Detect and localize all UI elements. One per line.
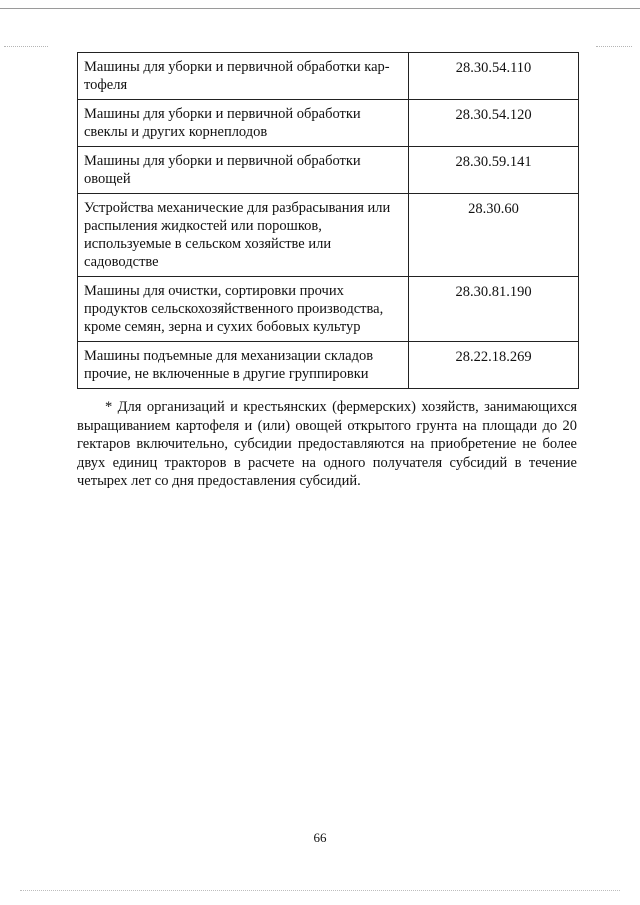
scan-artifact-bottom xyxy=(20,890,620,893)
footnote-text: * Для организаций и крестьянских (фермерских) хозяйств, занимающихся выращиванием картофеля и (или) овощей открытого грунта на площади до 20 гектаров включительно, субсидии предоставляются на приобретение не более двух единиц тракторов в расчете на одного получателя субсидий в течение четырех лет со дня предоставления субсидий. xyxy=(77,399,577,490)
okpd-code-cell: 28.30.60 xyxy=(409,194,579,277)
equipment-code-table xyxy=(77,52,579,389)
scan-artifact-right xyxy=(596,46,632,49)
table-row xyxy=(78,147,579,194)
table-row xyxy=(78,277,579,342)
table-row xyxy=(78,53,579,100)
okpd-code-cell: 28.30.59.141 xyxy=(409,147,579,194)
table-row xyxy=(78,100,579,147)
okpd-code-cell: 28.30.54.120 xyxy=(409,100,579,147)
okpd-code-cell: 28.30.54.110 xyxy=(409,53,579,100)
equipment-name-cell: Машины для уборки и первичной обработки овощей xyxy=(78,147,409,194)
okpd-code-cell: 28.22.18.269 xyxy=(409,342,579,389)
okpd-code-cell: 28.30.81.190 xyxy=(409,277,579,342)
scan-artifact-left xyxy=(4,46,48,49)
equipment-name-cell: Машины подъемные для механизации складов прочие, не включенные в другие группировки xyxy=(78,342,409,389)
table-row xyxy=(78,194,579,277)
table-row xyxy=(78,342,579,389)
page-top-rule xyxy=(0,8,640,9)
page-number: 66 xyxy=(313,830,327,845)
equipment-name-cell: Машины для очистки, сортировки прочих продуктов сельскохозяйственного производства, кроме семян, зерна и сухих бобовых культур xyxy=(78,277,409,342)
equipment-name-cell: Устройства механические для разбрасывания или распыления жидкостей или порошков, используемые в сельском хозяйстве или садоводстве xyxy=(78,194,409,277)
subsidy-footnote xyxy=(77,398,577,491)
equipment-name-cell: Машины для уборки и первичной обработки свеклы и других корнеплодов xyxy=(78,100,409,147)
equipment-name-cell: Машины для уборки и первичной обработки кар- тофеля xyxy=(78,53,409,100)
